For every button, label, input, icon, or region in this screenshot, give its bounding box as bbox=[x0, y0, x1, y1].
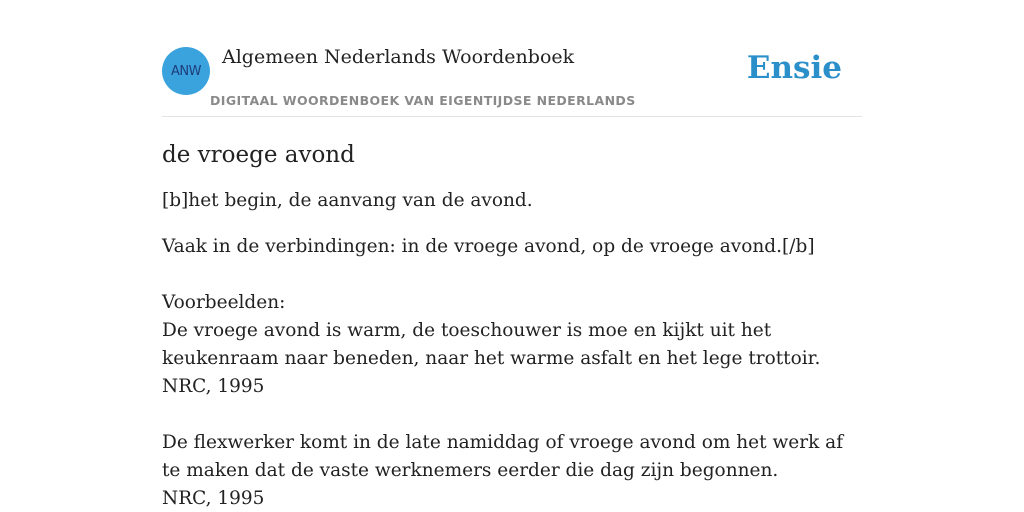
entry-content bbox=[162, 138, 862, 512]
ensie-brand-logo[interactable]: Ensie bbox=[746, 50, 842, 86]
anw-logo[interactable] bbox=[162, 47, 210, 95]
entry-headword: de vroege avond bbox=[162, 142, 355, 168]
entry-definition: [b]het begin, de aanvang van de avond. bbox=[162, 190, 533, 211]
entry-body: Vaak in de verbindingen: in de vroege avond, op de vroege avond.[/b] Voorbeelden: De vroege avond is warm, de toeschouwer is moe en kijkt uit het keukenraam naar beneden, naar het warme asfalt en het lege trottoir. NRC, 1995 De flexwerker komt in de late namiddag of vroege avond om het werk af te maken dat de vaste werknemers eerder die dag zijn begonnen. NRC, 1995 bbox=[162, 236, 844, 509]
site-title[interactable]: Algemeen Nederlands Woordenboek bbox=[222, 46, 575, 68]
logo-text: ANW bbox=[171, 63, 201, 79]
site-subtitle: DIGITAAL WOORDENBOEK VAN EIGENTIJDSE NEDERLANDS bbox=[210, 93, 636, 108]
site-header bbox=[162, 40, 862, 117]
